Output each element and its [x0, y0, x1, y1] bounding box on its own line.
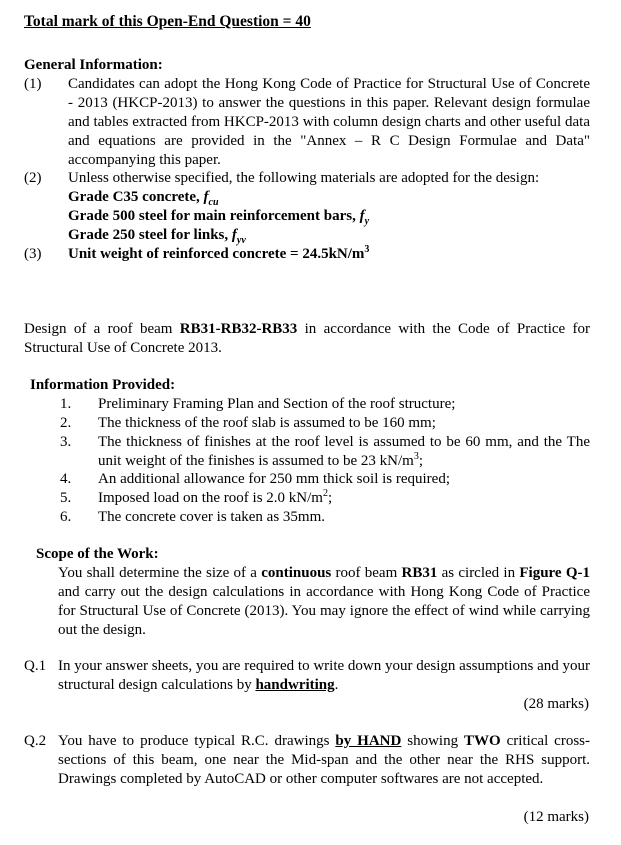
info-item-number: 4. [60, 471, 72, 487]
scope-heading: Scope of the Work: [36, 546, 159, 562]
question-text: In your answer sheets, you are required to write down your design assumptions and your structural design calculations by handwriting. [58, 658, 590, 693]
material-link-steel: Grade 250 steel for links, $f_{yv}$ [68, 227, 246, 246]
info-item-number: 5. [60, 490, 72, 506]
scope-text: You shall determine the size of a continuous roof beam RB31 as circled in Figure Q-1 and carry out the design calculations in accordance with Hong Kong Code of Practice for Structural Use of Concrete (2013). You may ignore the effect of wind while carrying out the design. [58, 565, 590, 638]
general-item-text: Unit weight of reinforced concrete = $24.5kN/m^3$ [68, 244, 370, 262]
info-item-text: An additional allowance for 250 mm thick soil is required; [98, 471, 451, 487]
question-text: You have to produce typical R.C. drawings by HAND showing TWO critical cross-sections of this beam, one near the Mid-span and the other near the RHS support. Drawings completed by AutoCAD or other computer softwares are not accepted. [58, 733, 591, 787]
info-item-number: 1. [60, 396, 72, 412]
question-number: Q.1 [24, 658, 47, 674]
question-marks: (28 marks) [523, 696, 589, 712]
info-item-text: Preliminary Framing Plan and Section of the roof structure; [98, 396, 456, 412]
info-item-text: Imposed load on the roof is 2.0 $kN/m^2$; [98, 488, 333, 506]
info-item-text: The concrete cover is taken as 35mm. [98, 509, 325, 525]
info-item-number: 2. [60, 415, 72, 431]
general-item-number: (2) [24, 170, 42, 186]
general-info-heading: General Information: [24, 57, 163, 73]
info-item-text: The thickness of finishes at the roof level is assumed to be 60 mm, and the The unit weight of the finishes is assumed to be 23 $kN/m^3$; [98, 434, 590, 469]
info-item-text: The thickness of the roof slab is assumed to be 160 mm; [98, 415, 436, 431]
general-item-text: Candidates can adopt the Hong Kong Code of Practice for Structural Use of Concrete - 2013 (HKCP-2013) to answer the questions in this paper. Relevant design formulae and tables extracted from HKCP-2013 with column design charts and other useful data and equations are provided in the "Annex – R C Design Formulae and Data" accompanying this paper. [68, 76, 590, 168]
design-intro: Design of a roof beam RB31-RB32-RB33 in accordance with the Code of Practice for Structural Use of Concrete 2013. [24, 321, 590, 356]
material-concrete: Grade C35 concrete, $f_{cu}$ [68, 189, 219, 208]
general-item-number: (3) [24, 246, 42, 262]
info-item-number: 3. [60, 434, 72, 450]
info-item-number: 6. [60, 509, 72, 525]
material-main-steel: Grade 500 steel for main reinforcement bars, $f_y$ [68, 208, 370, 227]
general-item-text: Unless otherwise specified, the following materials are adopted for the design: [68, 170, 540, 186]
general-item-number: (1) [24, 76, 42, 92]
page-title: Total mark of this Open-End Question = 40 [24, 13, 311, 30]
question-number: Q.2 [24, 733, 47, 749]
info-heading: Information Provided: [30, 377, 176, 393]
question-marks: (12 marks) [523, 809, 589, 825]
